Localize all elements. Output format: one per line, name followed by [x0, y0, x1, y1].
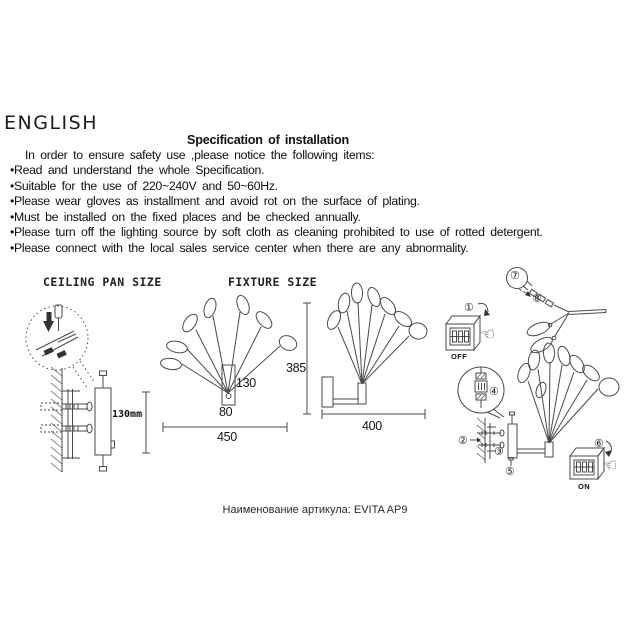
step-4-badge: ④ [489, 386, 499, 398]
dim-plate-height-mm: 130mm [112, 409, 143, 420]
article-name: Наименование артикула: EVITA AP9 [222, 504, 408, 516]
fixture-side-diagram [303, 283, 429, 419]
dim-side-total-height: 385 [286, 361, 306, 375]
dim-front-plate-width: 80 [219, 405, 233, 419]
step-5-badge: ⑤ [505, 466, 515, 478]
hand-pointer-icon: ☜ [478, 324, 497, 345]
bullet-item: •Please connect with the local sales service center when there are any abnormality. [10, 240, 469, 255]
fixture-size-label: FIXTURE SIZE [228, 275, 318, 289]
bullet-item: •Must be installed on the fixed places and be checked annually. [10, 209, 361, 224]
step-6-badge: ⑥ [594, 438, 604, 450]
bullet-item: •Please wear gloves as installment and avoid rot on the surface of plating. [10, 194, 420, 208]
bulb-assembly-diagram [507, 268, 607, 356]
language-heading: ENGLISH [4, 112, 98, 134]
dim-front-plate-height: 130 [236, 376, 256, 390]
step-2-badge: ② [458, 435, 468, 447]
bullet-item: •Read and understand the whole Specification. [10, 163, 265, 177]
ceiling-pan-diagram [26, 305, 150, 472]
step-7-badge: ⑦ [510, 270, 520, 282]
step-8-badge: ⑧ [532, 293, 542, 305]
ceiling-pan-size-label: CEILING PAN SIZE [43, 275, 162, 289]
on-label: ON [578, 482, 591, 491]
bullet-item: •Please turn off the lighting source by soft cloth as cleaning prohibited to use of rotted detergent. [10, 225, 543, 239]
dim-side-total-depth: 400 [362, 419, 382, 433]
safety-bullet-list [10, 163, 543, 256]
page-title: Specification of installation [187, 133, 349, 147]
bullet-item: •Suitable for the use of 220~240V and 50~60Hz. [10, 178, 278, 193]
off-label: OFF [451, 352, 468, 361]
step-1-badge: ① [464, 302, 474, 314]
hand-pointer-icon: ☜ [600, 455, 619, 476]
intro-line: In order to ensure safety use ,please notice the following items: [25, 147, 375, 162]
step-3-badge: ③ [494, 446, 504, 458]
dim-front-total-width: 450 [217, 430, 237, 444]
